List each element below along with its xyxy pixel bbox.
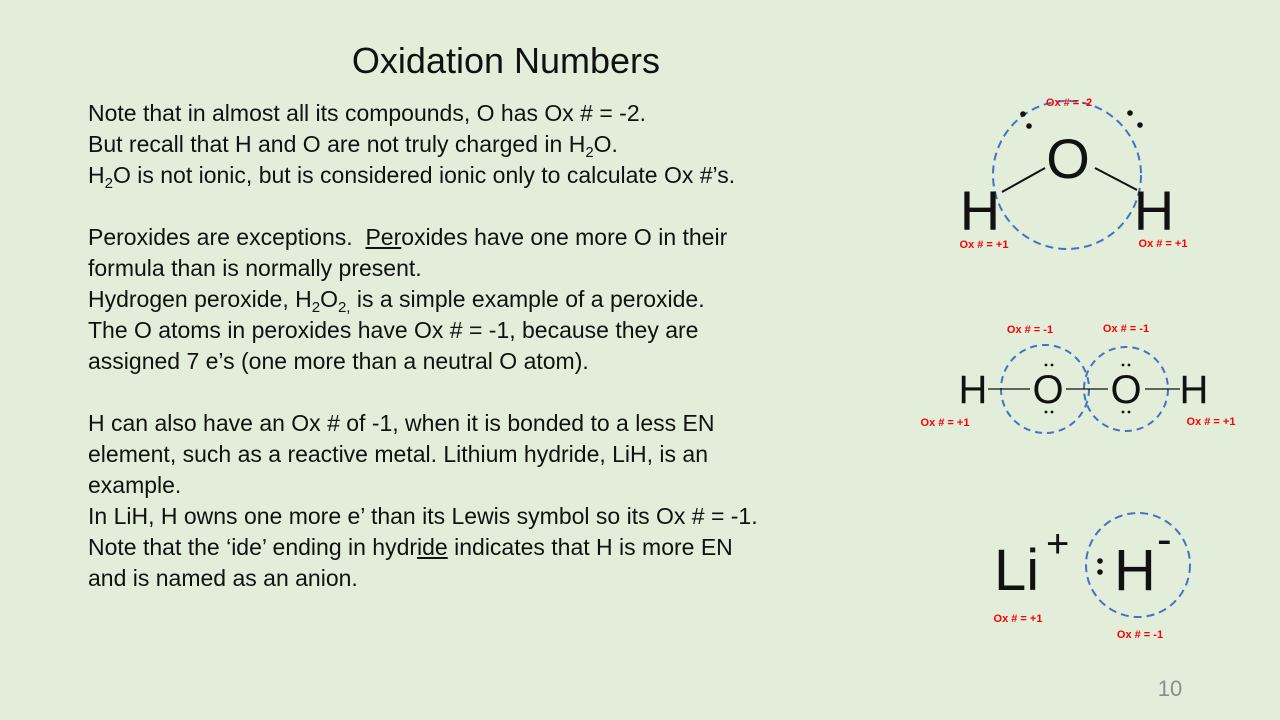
page-number: 10 [1157, 676, 1183, 701]
lithium-hydride-diagram [994, 513, 1190, 641]
text-span: is a simple example of a peroxide. [350, 286, 705, 312]
charge-minus: - [1157, 515, 1172, 564]
text-span: oxides have one more O in their [401, 224, 728, 250]
text-span: But recall that H and O are not truly charged in H [88, 131, 586, 157]
text-span: In LiH, H owns one more e’ than its Lewis symbol so its Ox # = -1. [88, 503, 758, 529]
text-span: Note that the ‘ide’ ending in hydr [88, 534, 418, 560]
underlined-prefix: Per [365, 224, 402, 250]
subscript: 2 [311, 299, 321, 316]
hydrogen-atom: H [1179, 368, 1209, 412]
text-span: Peroxides are exceptions. [88, 224, 366, 250]
lone-pair-dot [1020, 111, 1026, 117]
text-span: Note that in almost all its compounds, O has Ox # = -2. [88, 100, 647, 126]
subscript: 2, [337, 299, 351, 316]
ox-label: Ox # = +1 [920, 417, 970, 429]
hydrogen-atom: H [958, 368, 988, 412]
lone-pair-dot [1137, 122, 1143, 128]
oxygen-atom: O [1032, 368, 1064, 412]
text-span: example. [88, 472, 182, 498]
slide-title: Oxidation Numbers [351, 40, 661, 81]
text-span: element, such as a reactive metal. Lithium hydride, LiH, is an [88, 441, 709, 467]
o-h-bond [1002, 168, 1045, 192]
charge-plus: + [1046, 522, 1070, 566]
text-span: H can also have an Ox # of -1, when it is bonded to a less EN [88, 410, 715, 436]
ox-label: Ox # = +1 [959, 239, 1009, 251]
oxygen-atom: O [1110, 368, 1142, 412]
electron-dot [1097, 569, 1103, 575]
ox-label: Ox # = -1 [1116, 629, 1164, 641]
lone-pair-dot [1026, 123, 1032, 129]
ox-label: Ox # = +1 [1138, 238, 1188, 250]
lone-pair-dot [1127, 110, 1133, 116]
text-span: Hydrogen peroxide, H [88, 286, 312, 312]
hydrogen-atom: H [959, 179, 1001, 242]
text-span: O is not ionic, but is considered ionic only to calculate Ox #’s. [112, 162, 736, 188]
peroxide-diagram [921, 323, 1236, 433]
water-diagram [960, 97, 1188, 251]
text-span: O. [593, 131, 618, 157]
text-span: indicates that H is more EN [447, 534, 733, 560]
subscript: 2 [104, 175, 113, 192]
hydrogen-atom: H [1133, 179, 1175, 242]
text-span: H [88, 162, 105, 188]
text-span: formula than is normally present. [88, 255, 422, 281]
text-span: assigned 7 e’s (one more than a neutral O atom). [88, 348, 589, 374]
ox-label: Ox # = +1 [993, 613, 1043, 625]
oxygen-atom: O [1046, 127, 1090, 190]
text-span: The O atoms in peroxides have Ox # = -1, because they are [88, 317, 699, 343]
electron-dot [1097, 558, 1103, 564]
o-h-bond [1095, 168, 1137, 190]
text-span: O [320, 286, 338, 312]
ox-label: Ox # = -1 [1006, 324, 1054, 336]
subscript: 2 [585, 144, 594, 161]
underlined-suffix: ide [417, 534, 448, 560]
text-span: and is named as an anion. [88, 565, 358, 591]
ox-label: Ox # = -2 [1045, 97, 1093, 109]
ox-label: Ox # = -1 [1102, 323, 1150, 335]
lithium-atom: Li [994, 538, 1040, 603]
hydrogen-atom: H [1114, 538, 1156, 603]
ox-label: Ox # = +1 [1186, 416, 1236, 428]
